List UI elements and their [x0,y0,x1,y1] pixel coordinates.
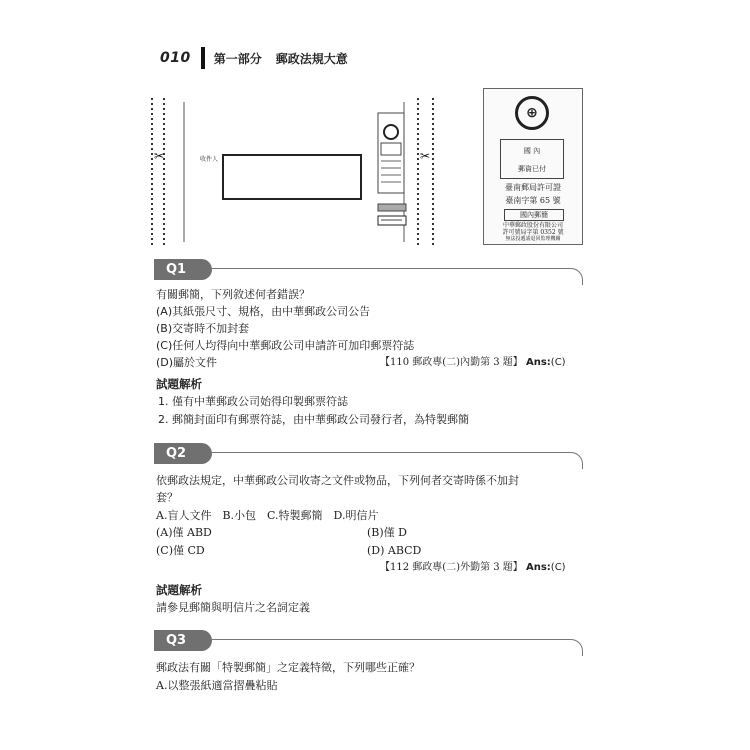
postage-paid-box [500,139,564,179]
return-notice: 無法投遞請退回監理機關 [505,236,561,242]
answer-label: Ans: [525,562,551,573]
option-b: (B)交寄時不加封套 [156,322,250,335]
answer-line [380,354,566,371]
question-stem: 有關郵簡，下列敘述何者錯誤？ [156,288,310,301]
option-d: (D) ABCD [367,544,422,557]
answer-value: (C) [550,357,566,368]
postage-paid-label: 郵資已付 [518,165,546,173]
svg-text:✂: ✂ [420,149,431,163]
company-permit: 許可號局字第 0352 號 [502,229,564,236]
option-a: (A)僅 ABD [156,526,212,539]
company-name: 中華郵政股份有限公司 [502,222,563,229]
question-badge: Q3 [154,630,212,651]
postage-indicia [483,88,583,245]
exam-source: 【110 郵政專(二)內勤第 3 題】 [380,357,523,368]
page-header [160,46,348,70]
question-items: A.以整張紙適當摺疊粘貼 [156,679,278,692]
option-c: (C)僅 CD [156,544,205,557]
header-divider [201,47,205,69]
analysis-title: 試題解析 [156,377,202,391]
chapter-part: 第一部分 [213,51,262,66]
answer-label: Ans: [525,357,551,368]
option-a: (A)其紙張尺寸、規格，由中華郵政公司公告 [156,305,371,318]
analysis-point: 1. 僅有中華郵政公司始得印製郵票符誌 [158,395,348,408]
question-badge: Q1 [154,259,212,280]
domestic-label: 國 內 [523,147,541,155]
analysis-title: 試題解析 [156,583,202,597]
aerogramme-type: 國內郵簡 [504,209,564,221]
answer-line [380,559,566,576]
option-c: (C)任何人均得向中華郵政公司申請許可加印郵票符誌 [156,339,415,352]
answer-value: (C) [550,562,566,573]
option-b: (B)僅 D [367,526,407,539]
option-d: (D)屬於文件 [156,356,218,369]
exam-source: 【112 郵政專(二)外勤第 3 題】 [380,562,523,573]
postal-logo-icon: ⊕ [515,96,549,130]
svg-text:收件人: 收件人 [200,156,219,163]
page-number: 010 [160,50,191,66]
question-stem-cont: 套？ [156,491,178,504]
question-rule [212,268,583,285]
analysis-point: 請參見郵簡與明信片之名詞定義 [156,601,310,614]
permit-number: 臺南字第 65 號 [505,196,561,205]
question-badge: Q2 [154,443,212,464]
aerogramme-diagram [150,98,446,246]
question-items: A.盲人文件 B.小包 C.特製郵簡 D.明信片 [156,509,379,522]
question-rule [212,639,583,656]
svg-text:✂: ✂ [154,149,165,163]
question-rule [212,452,583,469]
question-stem: 郵政法有關「特製郵簡」之定義特徵，下列哪些正確？ [156,661,420,674]
aerogramme-diagram-svg [150,98,446,246]
analysis-point: 2. 郵簡封面印有郵票符誌，由中華郵政公司發行者，為特製郵簡 [158,413,469,426]
permit-office: 臺南郵局許可證 [505,183,561,192]
chapter-title: 郵政法規大意 [275,51,348,66]
question-stem: 依郵政法規定，中華郵政公司收寄之文件或物品，下列何者交寄時係不加封 [156,474,519,487]
